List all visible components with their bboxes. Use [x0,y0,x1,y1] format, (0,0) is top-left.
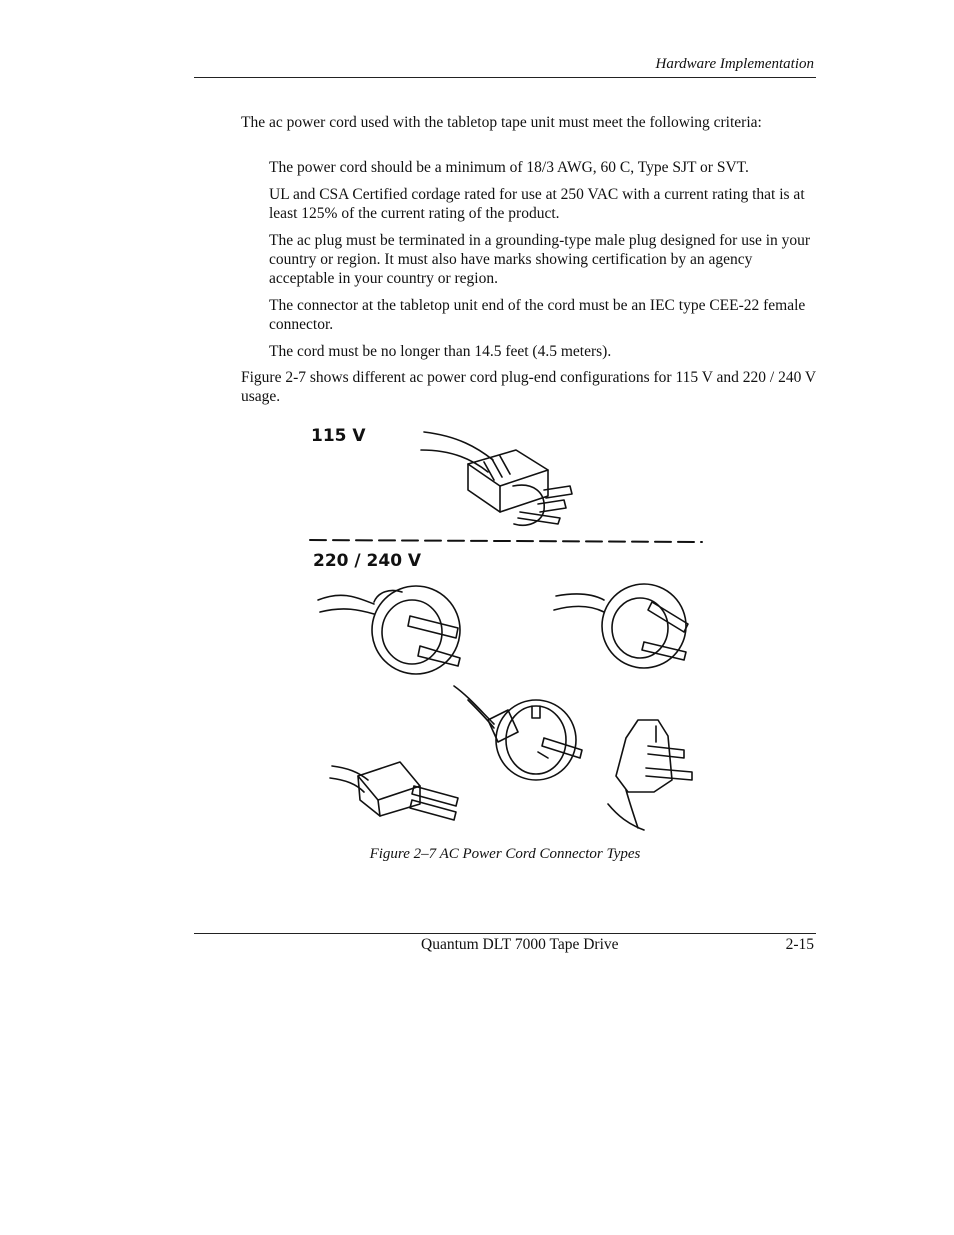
us-plug-115v-illustration [421,432,572,525]
voltage-label-115: 115 V [311,426,366,446]
criteria-item: The connector at the tabletop unit end of the cord must be an IEC type CEE-22 female connector. [269,297,806,333]
plug-illustrations [308,420,704,848]
footer-rule [194,933,816,934]
power-cord-figure [308,420,704,848]
plug-220v-middle-illustration [454,686,582,780]
footer-title: Quantum DLT 7000 Tape Drive [421,936,619,953]
divider-line [310,540,702,542]
intro-text: The ac power cord used with the tabletop tape unit must meet the following criteria: [241,114,762,131]
figure-reference-paragraph [241,368,816,406]
figure-caption: Figure 2–7 AC Power Cord Connector Types [369,846,641,862]
voltage-label-220-240: 220 / 240 V [313,551,422,571]
criteria-item: UL and CSA Certified cordage rated for use at 250 VAC with a current rating that is at least 125% of the current rating of the product. [269,186,805,222]
plug-220v-bottom-left-illustration [330,762,458,820]
running-head: Hardware Implementation [655,56,814,72]
page-number: 2-15 [785,936,814,953]
criteria-list [269,158,814,369]
intro-paragraph [241,113,816,132]
criteria-item: The ac plug must be terminated in a grounding-type male plug designed for use in your country or region. It must also have marks showing certification by an agency acceptable in your country or region. [269,232,811,287]
header-rule [194,77,816,78]
plug-220v-right-illustration [554,584,688,668]
plug-220v-bottom-right-illustration [608,720,692,830]
plug-220v-left-illustration [318,586,460,674]
figure-reference-text: Figure 2-7 shows different ac power cord plug-end configurations for 115 V and 220 / 240 V usage. [241,369,816,405]
criteria-item: The power cord should be a minimum of 18/3 AWG, 60 C, Type SJT or SVT. [269,159,749,176]
criteria-item: The cord must be no longer than 14.5 feet (4.5 meters). [269,343,612,360]
